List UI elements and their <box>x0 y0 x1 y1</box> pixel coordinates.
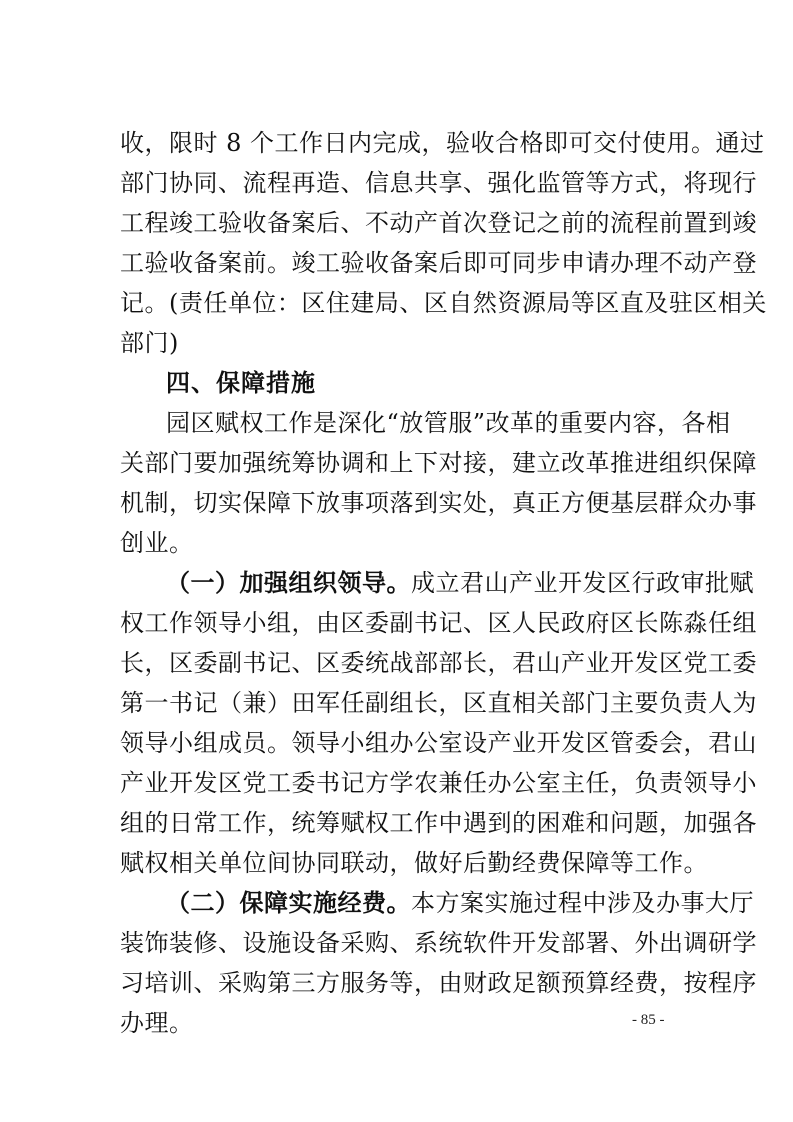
paragraph-line: 装饰装修、设施设备采购、系统软件开发部署、外出调研学 <box>120 929 757 957</box>
subsection-lead: （二）保障实施经费。 <box>166 889 411 917</box>
paragraph-line: 园区赋权工作是深化“放管服”改革的重要内容，各相 <box>166 409 731 437</box>
page-number: - 85 - <box>632 1012 665 1028</box>
paragraph-text: 成立君山产业开发区行政审批赋 <box>411 569 754 597</box>
paragraph-line: 关部门要加强统筹协调和上下对接，建立改革推进组织保障 <box>120 449 757 477</box>
paragraph-line: 部门) <box>120 329 179 357</box>
paragraph-line: 记。(责任单位：区住建局、区自然资源局等区直及驻区相关 <box>120 289 767 317</box>
paragraph-line: 赋权相关单位间协同联动，做好后勤经费保障等工作。 <box>120 849 708 877</box>
paragraph-line: 收，限时 8 个工作日内完成，验收合格即可交付使用。通过 <box>120 129 765 157</box>
paragraph-line <box>166 563 754 603</box>
paragraph-line: 第一书记（兼）田军任副组长，区直相关部门主要负责人为 <box>120 689 757 717</box>
paragraph-line <box>166 883 754 923</box>
paragraph-line: 创业。 <box>120 529 194 557</box>
paragraph-line: 办理。 <box>120 1009 194 1037</box>
paragraph-line: 工程竣工验收备案后、不动产首次登记之前的流程前置到竣 <box>120 209 757 237</box>
paragraph-line: 领导小组成员。领导小组办公室设产业开发区管委会，君山 <box>120 729 757 757</box>
paragraph-line: 权工作领导小组，由区委副书记、区人民政府区长陈淼任组 <box>120 609 757 637</box>
paragraph-text: 本方案实施过程中涉及办事大厅 <box>411 889 754 917</box>
paragraph-line: 部门协同、流程再造、信息共享、强化监管等方式，将现行 <box>120 169 757 197</box>
paragraph-line: 组的日常工作，统筹赋权工作中遇到的困难和问题，加强各 <box>120 809 757 837</box>
paragraph-line: 产业开发区党工委书记方学农兼任办公室主任，负责领导小 <box>120 769 757 797</box>
paragraph-line: 习培训、采购第三方服务等，由财政足额预算经费，按程序 <box>120 969 757 997</box>
paragraph-line: 工验收备案前。竣工验收备案后即可同步申请办理不动产登 <box>120 249 757 277</box>
subsection-lead: （一）加强组织领导。 <box>166 569 411 597</box>
paragraph-line: 机制，切实保障下放事项落到实处，真正方便基层群众办事 <box>120 489 757 517</box>
section-heading: 四、保障措施 <box>166 369 316 397</box>
paragraph-line: 长，区委副书记、区委统战部部长，君山产业开发区党工委 <box>120 649 757 677</box>
